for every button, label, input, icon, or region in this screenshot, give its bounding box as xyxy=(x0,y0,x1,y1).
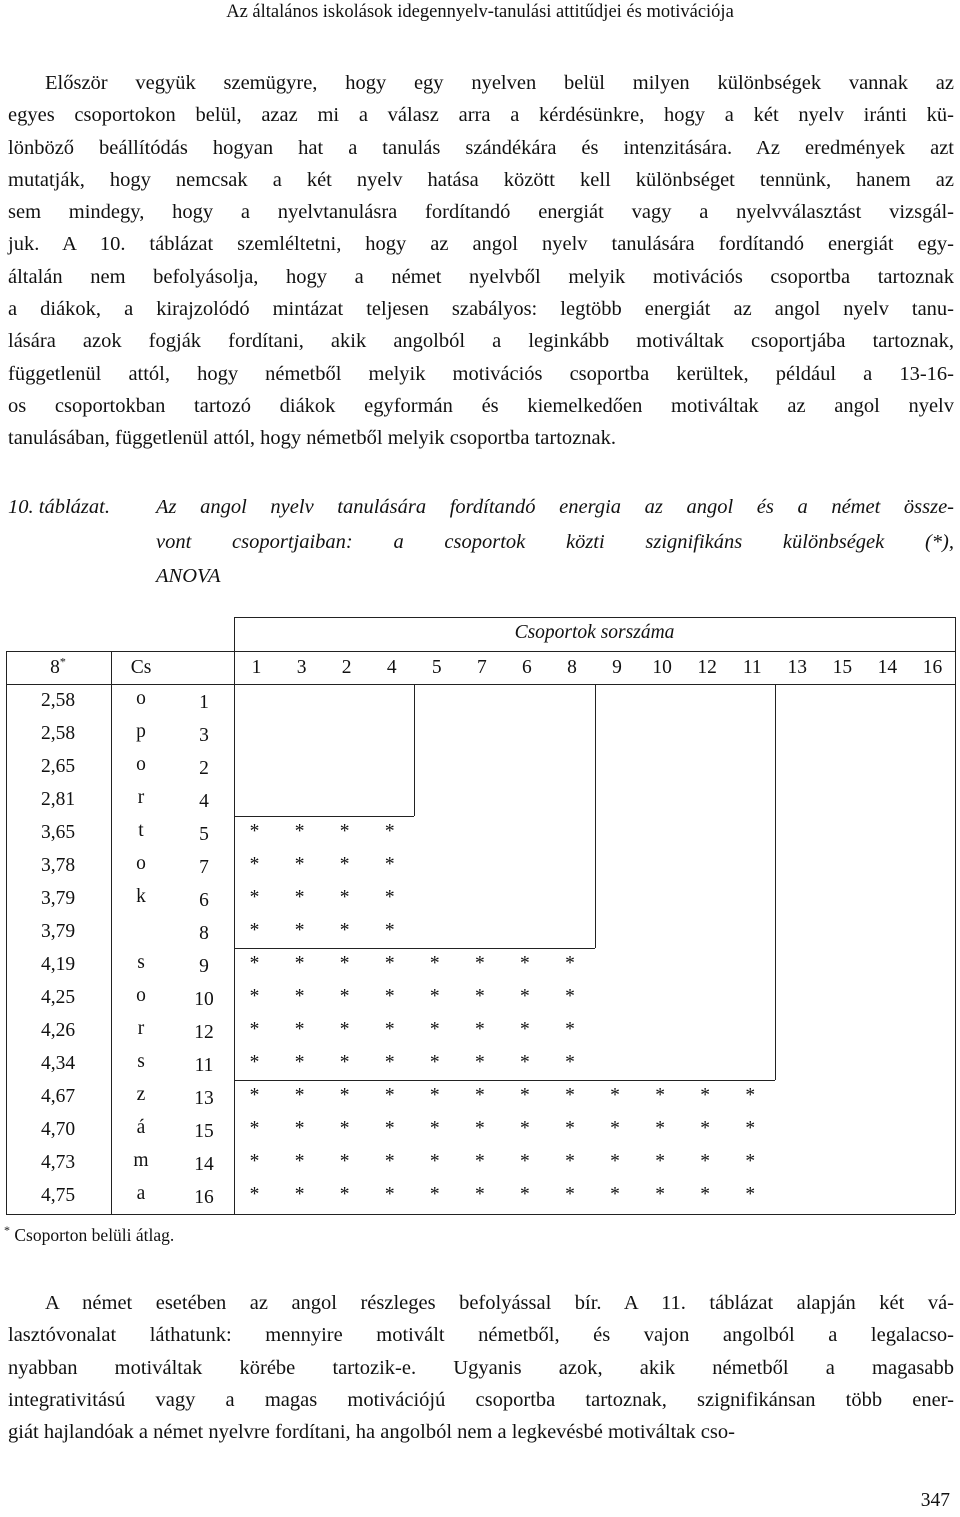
significance-star: * xyxy=(429,986,440,1007)
block-divider xyxy=(775,684,776,1080)
row-mean: 4,73 xyxy=(40,1152,76,1173)
block-divider xyxy=(595,684,596,948)
significance-star: * xyxy=(520,1184,530,1205)
significance-star: * xyxy=(384,920,395,941)
significance-star: * xyxy=(384,986,395,1007)
row-mean: 2,58 xyxy=(40,690,76,711)
significance-star: * xyxy=(384,1184,395,1205)
side-label-letter: s xyxy=(137,952,145,973)
table-footnote xyxy=(4,1225,174,1246)
left-outer-rule xyxy=(6,651,7,1214)
column-header: 8 xyxy=(567,657,577,678)
side-label-letter: o xyxy=(136,688,146,709)
significance-star: * xyxy=(429,1019,440,1040)
significance-star: * xyxy=(294,953,305,974)
significance-star: * xyxy=(339,920,350,941)
side-label-letter: r xyxy=(137,1018,145,1039)
significance-star: * xyxy=(339,1052,350,1073)
significance-star: * xyxy=(745,1184,756,1205)
column-header: 7 xyxy=(476,657,487,678)
significance-star: * xyxy=(384,1019,395,1040)
side-label-letter: p xyxy=(136,721,146,742)
paragraph-line: tanulásában, függetlenül attól, hogy németből melyik csoportba tartoznak. xyxy=(8,427,616,450)
significance-star: * xyxy=(249,1085,260,1106)
significance-star: * xyxy=(384,854,395,875)
significance-star: * xyxy=(700,1118,711,1139)
significance-star: * xyxy=(339,953,350,974)
significance-star: * xyxy=(520,953,530,974)
significance-star: * xyxy=(655,1118,665,1139)
mean-header xyxy=(28,654,88,678)
paragraph-line: egyes csoportokon belül, azaz mi a válasz arra a kérdésünkre, hogy a két nyelv iránti kü- xyxy=(8,104,954,127)
significance-star: * xyxy=(249,953,260,974)
column-header: 3 xyxy=(296,657,307,678)
paragraph-line: A német esetében az angol részleges befolyással bír. A 11. táblázat alapján két vá- xyxy=(45,1292,954,1314)
column-header: 15 xyxy=(832,657,853,678)
row-group: 10 xyxy=(194,989,214,1010)
significance-star: * xyxy=(294,1085,305,1106)
row-mean: 4,19 xyxy=(40,954,76,975)
footnote-mark: * xyxy=(4,1223,10,1238)
significance-star: * xyxy=(384,1052,395,1073)
side-label-letter: o xyxy=(136,754,146,775)
side-label-letter: a xyxy=(136,1183,146,1204)
row-group: 8 xyxy=(199,923,209,944)
mean-header-mark: * xyxy=(59,654,66,669)
row-group: 2 xyxy=(199,758,209,779)
significance-star: * xyxy=(384,1151,395,1172)
significance-star: * xyxy=(474,1184,485,1205)
row-group: 14 xyxy=(194,1154,214,1175)
column-header: 10 xyxy=(652,657,672,678)
significance-star: * xyxy=(384,821,395,842)
page-number: 347 xyxy=(920,1490,950,1511)
significance-star: * xyxy=(249,1151,260,1172)
significance-star: * xyxy=(429,1118,440,1139)
paragraph-line: függetlenül attól, hogy németből melyik motivációs csoportba kerültek, például a 13-16- xyxy=(8,362,954,385)
block-rule xyxy=(234,1080,775,1081)
column-header: 2 xyxy=(341,657,352,678)
cs-header: Cs xyxy=(130,657,152,678)
significance-star: * xyxy=(700,1151,711,1172)
row-mean: 4,25 xyxy=(40,987,76,1008)
column-header: 5 xyxy=(431,657,442,678)
row-mean: 2,65 xyxy=(40,756,76,777)
significance-star: * xyxy=(294,1052,305,1073)
row-group: 13 xyxy=(194,1088,214,1109)
significance-star: * xyxy=(339,1085,350,1106)
significance-star: * xyxy=(384,953,395,974)
significance-star: * xyxy=(339,1118,350,1139)
table-left-rule-top xyxy=(234,617,235,651)
table-top-rule xyxy=(234,617,955,618)
row-group: 15 xyxy=(194,1121,214,1142)
block-divider xyxy=(414,684,415,816)
significance-star: * xyxy=(249,920,260,941)
significance-star: * xyxy=(520,1151,530,1172)
significance-star: * xyxy=(339,1184,350,1205)
significance-star: * xyxy=(249,1019,260,1040)
significance-star: * xyxy=(249,854,260,875)
significance-star: * xyxy=(339,1151,350,1172)
row-group: 4 xyxy=(199,791,209,812)
significance-star: * xyxy=(474,1151,485,1172)
footnote-text: Csoporton belüli átlag. xyxy=(14,1225,175,1245)
paragraph-line: a diákok, a kirajzolódó mintázat teljesen szabályos: legtöbb energiát az angol nyelv tanu- xyxy=(8,298,954,321)
paragraph-continuation xyxy=(8,1287,954,1448)
significance-star: * xyxy=(294,920,305,941)
significance-star: * xyxy=(474,953,485,974)
row-group: 1 xyxy=(199,692,209,713)
significance-star: * xyxy=(249,1118,260,1139)
row-mean: 3,65 xyxy=(40,822,76,843)
row-mean: 2,58 xyxy=(40,723,76,744)
significance-star: * xyxy=(520,986,530,1007)
significance-star: * xyxy=(610,1085,620,1106)
side-label-letter: k xyxy=(136,886,146,907)
significance-star: * xyxy=(339,854,350,875)
side-label-letter: t xyxy=(138,820,144,841)
significance-star: * xyxy=(565,1052,575,1073)
significance-star: * xyxy=(565,1085,575,1106)
significance-star: * xyxy=(520,1118,530,1139)
paragraph-line: lönböző beállítódás hogyan hat a tanulás szándékára és intenzitására. Az eredmények azt xyxy=(8,136,954,159)
significance-star: * xyxy=(474,1052,485,1073)
group-header: Csoportok sorszáma xyxy=(514,622,675,643)
paragraph-line: os csoportokban tartozó diákok egyformán és kiemelkedően motiváltak az angol nyelv xyxy=(8,394,954,417)
row-mean: 4,75 xyxy=(40,1185,76,1206)
significance-star: * xyxy=(565,986,575,1007)
significance-star: * xyxy=(249,986,260,1007)
side-label-letter: o xyxy=(136,985,146,1006)
column-header: 16 xyxy=(922,657,943,678)
significance-star: * xyxy=(520,1085,530,1106)
paragraph-line: Először vegyük szemügyre, hogy egy nyelven belül milyen különbségek vannak az xyxy=(45,72,954,94)
header-rule xyxy=(6,651,955,652)
side-label-letter: á xyxy=(136,1117,146,1138)
row-group: 16 xyxy=(194,1187,214,1208)
significance-star: * xyxy=(655,1151,665,1172)
significance-star: * xyxy=(429,1151,440,1172)
paragraph-line: juk. A 10. táblázat szemléltetni, hogy az angol nyelv tanulására fordítandó energiát egy- xyxy=(8,233,954,256)
side-label-letter: z xyxy=(136,1084,146,1105)
significance-star: * xyxy=(520,1052,530,1073)
significance-star: * xyxy=(474,1019,485,1040)
row-mean: 4,34 xyxy=(40,1053,76,1074)
paragraph-line: nyabban motiváltak körébe tartozik-e. Ugyanis azok, akik németből a magasabb xyxy=(8,1356,954,1379)
stars-left-rule xyxy=(234,651,235,1214)
row-mean: 3,79 xyxy=(40,888,76,909)
row-group: 9 xyxy=(199,956,209,977)
significance-star: * xyxy=(339,887,350,908)
significance-star: * xyxy=(474,1085,485,1106)
significance-star: * xyxy=(700,1184,711,1205)
paragraph-line: mutatják, hogy nemcsak a két nyelv hatása között kell különbséget tennünk, hanem az xyxy=(8,168,954,191)
significance-star: * xyxy=(249,1052,260,1073)
significance-star: * xyxy=(700,1085,711,1106)
paragraph-line: integrativitású vagy a magas motivációjú csoportba tartoznak, szignifikánsan több ener- xyxy=(8,1388,954,1411)
significance-star: * xyxy=(565,1118,575,1139)
row-group: 12 xyxy=(194,1022,214,1043)
paragraph-line: sem mindegy, hogy a nyelvtanulásra fordítandó energiát vagy a nyelvválasztást vizsgál- xyxy=(8,201,954,224)
running-header: Az általános iskolások idegennyelv-tanulási attitűdjei és motivációja xyxy=(226,2,734,22)
significance-star: * xyxy=(249,887,260,908)
column-header: 14 xyxy=(877,657,898,678)
row-mean: 4,70 xyxy=(40,1119,76,1140)
significance-star: * xyxy=(294,854,305,875)
significance-star: * xyxy=(474,986,485,1007)
row-group: 11 xyxy=(194,1055,214,1076)
significance-star: * xyxy=(249,1184,260,1205)
significance-star: * xyxy=(565,1019,575,1040)
paragraph-line: lasztóvonalat láthatunk: mennyire motivált németből, és vajon angolból a legalacso- xyxy=(8,1324,954,1347)
side-label-letter: m xyxy=(133,1150,149,1171)
row-group: 3 xyxy=(199,725,209,746)
caption-line: Az angol nyelv tanulására fordítandó energia az angol és a német össze- xyxy=(156,496,954,518)
significance-star: * xyxy=(384,1118,395,1139)
significance-star: * xyxy=(474,1118,485,1139)
significance-star: * xyxy=(655,1184,665,1205)
caption-line: vont csoportjaiban: a csoportok közti szignifikáns különbségek (*), xyxy=(156,530,954,553)
significance-star: * xyxy=(249,821,260,842)
header-bottom-rule xyxy=(6,684,955,685)
significance-star: * xyxy=(565,1184,575,1205)
significance-star: * xyxy=(655,1085,665,1106)
row-mean: 4,26 xyxy=(40,1020,76,1041)
significance-star: * xyxy=(294,1118,305,1139)
significance-star: * xyxy=(429,953,440,974)
side-label-letter: r xyxy=(137,787,145,808)
row-group: 5 xyxy=(199,824,209,845)
significance-star: * xyxy=(294,887,305,908)
column-header: 11 xyxy=(742,657,762,678)
caption-line: ANOVA xyxy=(156,565,221,587)
row-mean: 3,78 xyxy=(40,855,76,876)
column-header: 4 xyxy=(386,657,397,678)
column-header: 6 xyxy=(522,657,532,678)
significance-star: * xyxy=(429,1085,440,1106)
column-header: 9 xyxy=(612,657,622,678)
significance-star: * xyxy=(294,986,305,1007)
significance-star: * xyxy=(339,821,350,842)
significance-star: * xyxy=(429,1052,440,1073)
significance-star: * xyxy=(384,887,395,908)
row-mean: 4,67 xyxy=(40,1086,76,1107)
block-rule xyxy=(234,948,595,949)
significance-star: * xyxy=(745,1118,756,1139)
significance-star: * xyxy=(745,1151,756,1172)
block-rule xyxy=(234,816,414,817)
right-outer-rule xyxy=(955,617,956,1214)
significance-star: * xyxy=(520,1019,530,1040)
row-group: 7 xyxy=(199,857,209,878)
significance-star: * xyxy=(565,953,575,974)
column-header: 13 xyxy=(787,657,808,678)
paragraph-line: lására azok fogják fordítani, akik angolból a leginkább motiváltak csoportjába tartoznak, xyxy=(8,330,954,353)
row-mean: 3,79 xyxy=(40,921,76,942)
significance-star: * xyxy=(565,1151,575,1172)
significance-star: * xyxy=(610,1118,620,1139)
caption-label: 10. táblázat. xyxy=(8,496,110,518)
significance-star: * xyxy=(745,1085,756,1106)
row-mean: 2,81 xyxy=(40,789,76,810)
significance-star: * xyxy=(339,986,350,1007)
row-group: 6 xyxy=(199,890,209,911)
mean-header-text: 8 xyxy=(50,657,60,678)
significance-star: * xyxy=(294,1019,305,1040)
significance-star: * xyxy=(429,1184,440,1205)
significance-star: * xyxy=(294,1151,305,1172)
significance-star: * xyxy=(294,821,305,842)
significance-star: * xyxy=(294,1184,305,1205)
side-label-letter: o xyxy=(136,853,146,874)
paragraph-line: giát hajlandóak a német nyelvre fordítani, ha angolból nem a legkevésbé motiváltak cso- xyxy=(8,1421,735,1444)
side-label-letter: s xyxy=(137,1051,145,1072)
significance-star: * xyxy=(339,1019,350,1040)
mean-cs-rule xyxy=(111,651,112,1214)
significance-star: * xyxy=(384,1085,395,1106)
table-bottom-rule xyxy=(6,1214,955,1215)
significance-star: * xyxy=(610,1184,620,1205)
paragraph-line: általán nem befolyásolja, hogy a német nyelvből melyik motivációs csoportba tartoznak xyxy=(8,265,954,288)
column-header: 1 xyxy=(251,657,262,678)
column-header: 12 xyxy=(697,657,717,678)
significance-star: * xyxy=(610,1151,620,1172)
